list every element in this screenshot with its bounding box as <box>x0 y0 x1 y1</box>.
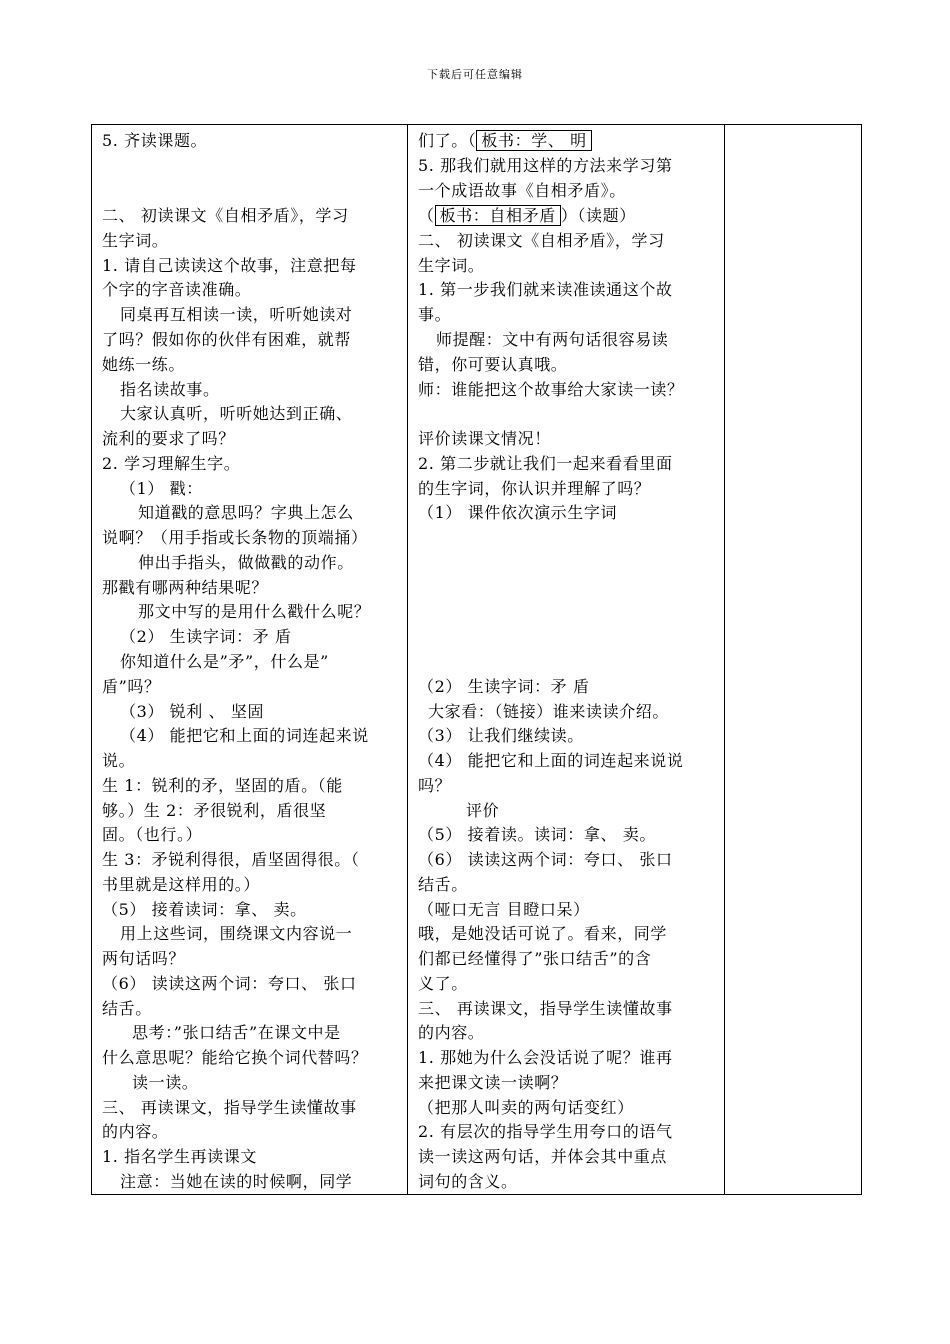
blackboard-note: 板书：学、 明 <box>476 130 591 151</box>
text-line <box>418 949 651 969</box>
line-text: 注意：当她在读的时候啊，同学 <box>120 1172 353 1191</box>
text-line <box>132 1073 198 1093</box>
text-line <box>102 330 351 350</box>
line-text: （2） 生读字词：矛 盾 <box>120 627 292 646</box>
line-text: 读一读。 <box>132 1073 199 1092</box>
line-text: 的生字词，你认识并理解了吗？ <box>418 479 651 498</box>
line-text: 两句话吗？ <box>102 949 186 968</box>
page-header: 下载后可任意编辑 <box>427 68 523 81</box>
line-text: 指名读故事。 <box>120 380 220 399</box>
line-text: 流利的要求了吗？ <box>102 429 235 448</box>
text-line <box>418 1098 634 1118</box>
text-line <box>102 256 357 276</box>
line-text: 事。 <box>418 305 452 324</box>
text-line <box>120 404 352 424</box>
line-text: （3） 让我们继续读。 <box>418 726 584 745</box>
line-text: 生 3：矛锐利得很，盾坚固得很。（ <box>102 850 360 869</box>
text-line <box>120 652 329 672</box>
text-line <box>418 850 673 870</box>
text-line <box>418 355 567 375</box>
line-text: 2. 有层次的指导学生用夸口的语气 <box>418 1122 673 1141</box>
line-text: 2. 学习理解生字。 <box>102 454 241 473</box>
line-text: 二、 初读课文《自相矛盾》，学习 <box>418 231 665 250</box>
line-text: （哑口无言 目瞪口呆） <box>418 900 590 919</box>
text-line <box>418 503 617 523</box>
text-line <box>120 924 352 944</box>
text-line <box>138 503 354 523</box>
text-line <box>120 702 264 722</box>
line-text: 的内容。 <box>418 1023 485 1042</box>
line-text: 她练一练。 <box>102 355 186 374</box>
text-line <box>120 380 220 400</box>
text-line <box>418 256 484 276</box>
text-line <box>418 1073 567 1093</box>
text-line <box>102 131 207 151</box>
line-text: 那文中写的是用什么戳什么呢？ <box>138 602 371 621</box>
text-line <box>418 1023 484 1043</box>
line-text: 评价读课文情况！ <box>418 429 551 448</box>
line-text: （6） 读读这两个词：夸口、 张口 <box>102 974 357 993</box>
text-line <box>102 1048 368 1068</box>
line-text: （4） 能把它和上面的词连起来说说 <box>418 751 684 770</box>
line-text: 的内容。 <box>102 1122 169 1141</box>
line-text: 2. 第二步就让我们一起来看看里面 <box>418 454 673 473</box>
line-text: 大家看：（链接）谁来读读介绍。 <box>428 702 670 721</box>
text-line <box>436 330 668 350</box>
line-text: （6） 读读这两个词：夸口、 张口 <box>418 850 673 869</box>
text-line <box>418 131 592 151</box>
text-line <box>102 355 185 375</box>
column-divider <box>407 125 408 1194</box>
text-line <box>418 1048 673 1068</box>
line-text: 来把课文读一读啊？ <box>418 1073 568 1092</box>
line-text: 大家认真听，听听她达到正确、 <box>120 404 353 423</box>
line-text: 评价 <box>466 801 500 820</box>
line-text: 那戳有哪两种结果呢？ <box>102 578 269 597</box>
line-text: 5. 那我们就用这样的方法来学习第 <box>418 156 673 175</box>
text-line <box>102 825 202 845</box>
text-line <box>120 726 369 746</box>
text-line <box>418 454 673 474</box>
line-text: （1） 课件依次演示生字词 <box>418 503 618 522</box>
text-line <box>466 801 499 821</box>
line-text: 1. 指名学生再读课文 <box>102 1147 257 1166</box>
text-line <box>102 206 349 226</box>
column-divider <box>724 125 725 1194</box>
text-line <box>120 627 292 647</box>
text-line <box>102 850 359 870</box>
line-text: 二、 初读课文《自相矛盾》，学习 <box>102 206 349 225</box>
text-line <box>428 702 669 722</box>
text-line <box>102 776 343 796</box>
line-text: 生字词。 <box>418 256 485 275</box>
line-text: 够。）生 2：矛很锐利，盾很坚 <box>102 801 327 820</box>
text-line <box>102 677 161 697</box>
text-line <box>102 900 307 920</box>
line-text: 同桌再互相读一读，听听她读对 <box>120 305 353 324</box>
text-line <box>418 875 468 895</box>
line-text: 知道戳的意思吗？字典上怎么 <box>138 503 354 522</box>
line-text: （5） 接着读词：拿、 卖。 <box>102 900 307 919</box>
line-text: （ <box>418 206 435 225</box>
line-text: 错，你可要认真哦。 <box>418 355 568 374</box>
line-text: 盾”吗？ <box>102 677 161 696</box>
line-text: 了吗？假如你的伙伴有困难，就帮 <box>102 330 352 349</box>
text-line <box>418 776 451 796</box>
line-text: （4） 能把它和上面的词连起来说 <box>120 726 369 745</box>
text-line <box>102 1147 257 1167</box>
line-text: （2） 生读字词：矛 盾 <box>418 677 590 696</box>
line-text: 1. 请自己读读这个故事，注意把每 <box>102 256 357 275</box>
line-text: 们了。（ <box>418 131 477 150</box>
text-line <box>418 305 451 325</box>
line-text: （3） 锐利 、 坚固 <box>120 702 265 721</box>
line-text: 固。（也行。） <box>102 825 203 844</box>
line-text: 们都已经懂得了”张口结舌”的含 <box>418 949 652 968</box>
text-line <box>418 380 684 400</box>
line-text: 个字的字音读准确。 <box>102 280 252 299</box>
text-line <box>102 528 368 548</box>
line-text: 伸出手指头，做做戳的动作。 <box>138 553 354 572</box>
text-line <box>102 280 251 300</box>
line-text: 你知道什么是”矛”，什么是” <box>120 652 329 671</box>
text-line <box>102 1098 357 1118</box>
text-line <box>120 479 203 499</box>
text-line <box>418 206 636 226</box>
line-text: 说啊？（用手指或长条物的顶端捅） <box>102 528 368 547</box>
line-text: 吗？ <box>418 776 452 795</box>
line-text: 师：谁能把这个故事给大家读一读？ <box>418 380 684 399</box>
line-text: 一个成语故事《自相矛盾》。 <box>418 181 626 200</box>
text-line <box>418 900 590 920</box>
text-line <box>102 999 152 1019</box>
line-text: 生字词。 <box>102 231 169 250</box>
text-line <box>418 924 667 944</box>
text-line <box>418 825 656 845</box>
line-text: 结舌。 <box>102 999 152 1018</box>
line-text: 哦，是她没话可说了。看来，同学 <box>418 924 668 943</box>
text-line <box>418 429 551 449</box>
text-line <box>102 454 240 474</box>
text-line <box>120 305 352 325</box>
text-line <box>102 429 235 449</box>
line-text: 说。 <box>102 751 136 770</box>
text-line <box>132 1023 341 1043</box>
text-line <box>418 726 584 746</box>
text-line <box>138 602 370 622</box>
text-line <box>120 1172 352 1192</box>
line-text: （5） 接着读。读词：拿、 卖。 <box>418 825 656 844</box>
text-line <box>102 801 326 821</box>
line-text: 读一读这两句话，并体会其中重点 <box>418 1147 668 1166</box>
line-text: 三、 再读课文，指导学生读懂故事 <box>102 1098 357 1117</box>
text-line <box>102 578 268 598</box>
line-text: 什么意思呢？能给它换个词代替吗？ <box>102 1048 368 1067</box>
text-line <box>418 479 650 499</box>
line-text: 三、 再读课文，指导学生读懂故事 <box>418 999 673 1018</box>
line-text: 结舌。 <box>418 875 468 894</box>
line-text: 生 1：锐利的矛，坚固的盾。（能 <box>102 776 343 795</box>
text-line <box>418 1172 518 1192</box>
text-line <box>418 1147 667 1167</box>
line-text: 用上这些词，围绕课文内容说一 <box>120 924 353 943</box>
line-text: 1. 第一步我们就来读准读通这个故 <box>418 280 673 299</box>
line-text: 词句的含义。 <box>418 1172 518 1191</box>
text-line <box>418 156 673 176</box>
line-text: 义了。 <box>418 974 468 993</box>
text-line <box>102 231 168 251</box>
line-text: 师提醒：文中有两句话很容易读 <box>436 330 669 349</box>
text-line <box>418 677 590 697</box>
line-text: 思考：”张口结舌”在课文中是 <box>132 1023 341 1042</box>
line-text-after: ）（读题） <box>560 206 636 225</box>
text-line <box>418 974 468 994</box>
text-line <box>418 1122 673 1142</box>
line-text: （把那人叫卖的两句话变红） <box>418 1098 634 1117</box>
text-line <box>418 999 673 1019</box>
text-line <box>418 280 673 300</box>
blackboard-note: 板书：自相矛盾 <box>435 205 561 226</box>
text-line <box>102 1122 168 1142</box>
line-text: 1. 那她为什么会没话说了呢？谁再 <box>418 1048 673 1067</box>
line-text: （1） 戳： <box>120 479 203 498</box>
text-line <box>138 553 354 573</box>
line-text: 书里就是这样用的。） <box>102 875 261 894</box>
text-line <box>418 181 626 201</box>
text-line <box>418 231 665 251</box>
text-line <box>102 751 135 771</box>
text-line <box>102 949 185 969</box>
text-line <box>418 751 683 771</box>
line-text: 5. 齐读课题。 <box>102 131 208 150</box>
text-line <box>102 974 357 994</box>
text-line <box>102 875 260 895</box>
lesson-plan-table <box>91 124 862 1195</box>
